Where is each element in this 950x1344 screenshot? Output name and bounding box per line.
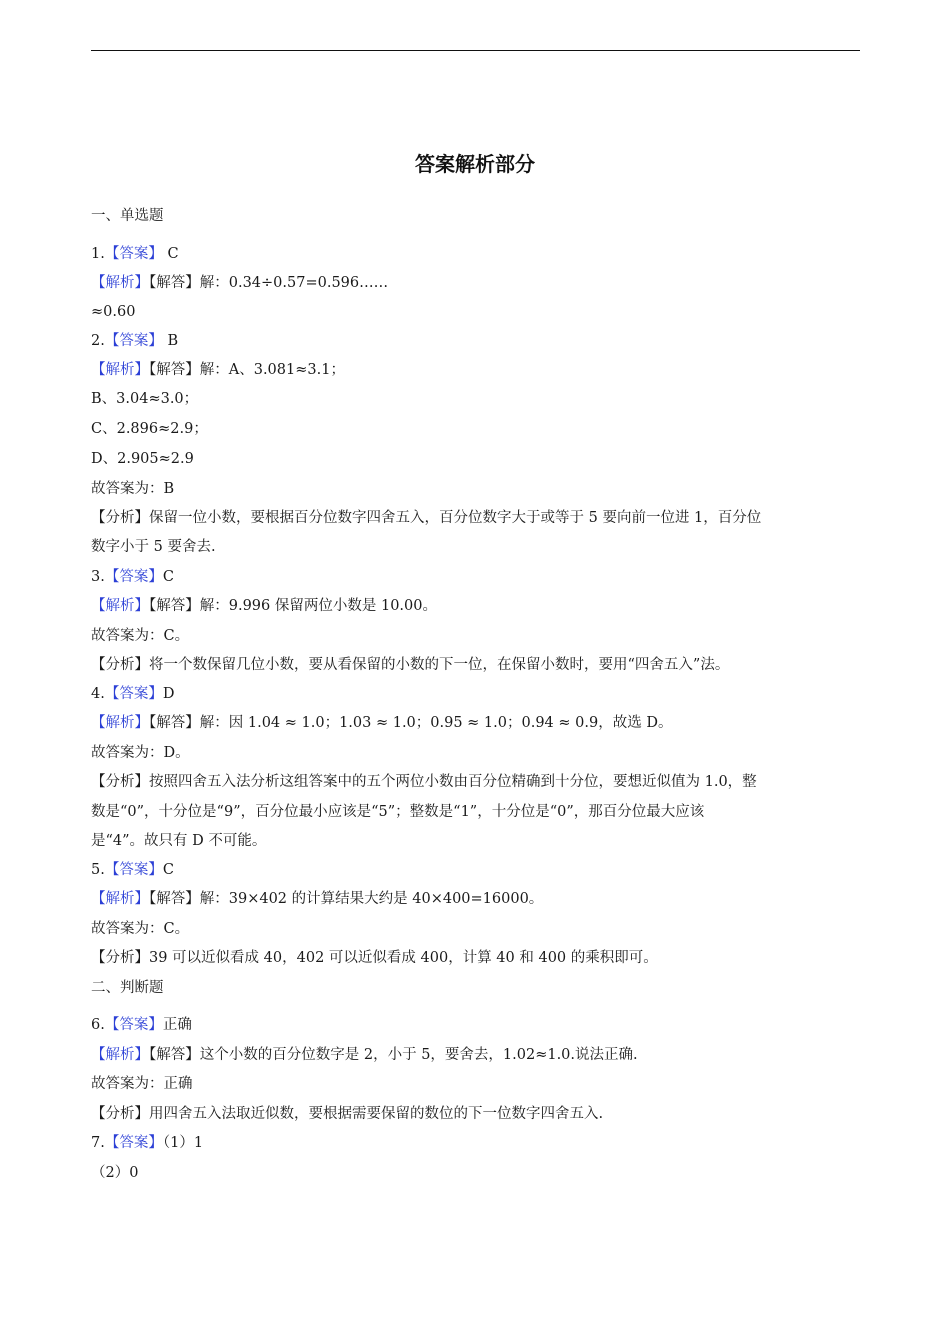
answer-line-q3 <box>91 567 174 587</box>
answer-line-q4 <box>91 684 174 704</box>
page-title: 答案解析部分 <box>415 152 535 176</box>
answer-tag: 【答案】 <box>104 246 163 262</box>
answer-line-q6 <box>91 1015 192 1035</box>
analysis-line-q3 <box>91 596 437 616</box>
analysis-text: 【解答】解：0.34÷0.57=0.596…… <box>149 275 389 291</box>
analysis-tag: 【解析】 <box>91 891 149 907</box>
answer-text: C <box>162 569 174 585</box>
text-line: B、3.04≈3.0； <box>91 391 199 407</box>
text-line: （2）0 <box>91 1165 139 1181</box>
answer-line-q2 <box>91 331 178 351</box>
text-line: 数是“0”，十分位是“9”，百分位最小应该是“5”；整数是“1”，十分位是“0”，那百分位最大应该 <box>91 804 705 820</box>
answer-text: C <box>162 862 174 878</box>
analysis-text: 【解答】这个小数的百分位数字是 2，小于 5，要舍去，1.02≈1.0.说法正确. <box>149 1047 638 1063</box>
text-line: 【分析】39 可以近似看成 40，402 可以近似看成 400，计算 40 和 400 的乘积即可。 <box>91 950 658 966</box>
analysis-tag: 【解析】 <box>91 598 149 614</box>
analysis-text: 【解答】解：39×402 的计算结果大约是 40×400=16000。 <box>149 891 544 907</box>
analysis-text: 【解答】解：A、3.081≈3.1； <box>149 362 345 378</box>
section-heading-judgement: 二、判断题 <box>91 980 164 996</box>
question-number: 7. <box>91 1135 105 1151</box>
analysis-line-q2 <box>91 360 345 380</box>
text-line: 【分析】将一个数保留几位小数，要从看保留的小数的下一位，在保留小数时，要用“四舍五入”法。 <box>91 657 730 673</box>
answer-line-q1 <box>91 244 179 264</box>
header-rule <box>91 50 860 51</box>
text-line: 故答案为：C。 <box>91 921 190 937</box>
question-number: 2. <box>91 333 105 349</box>
analysis-text: 【解答】解：因 1.04 ≈ 1.0；1.03 ≈ 1.0；0.95 ≈ 1.0；0.94 ≈ 0.9，故选 D。 <box>149 715 673 731</box>
analysis-line-q5 <box>91 889 543 909</box>
analysis-line-q1 <box>91 273 388 293</box>
question-number: 1. <box>91 246 105 262</box>
answer-tag: 【答案】 <box>104 569 163 585</box>
answer-line-q5 <box>91 860 174 880</box>
answer-tag: 【答案】 <box>104 862 163 878</box>
question-number: 3. <box>91 569 105 585</box>
answer-text: 正确 <box>162 1017 192 1033</box>
analysis-tag: 【解析】 <box>91 1047 149 1063</box>
text-line: 数字小于 5 要舍去. <box>91 539 216 555</box>
analysis-tag: 【解析】 <box>91 715 149 731</box>
answer-text: D <box>162 686 175 702</box>
answer-tag: 【答案】 <box>104 686 163 702</box>
answer-line-q7 <box>91 1133 203 1153</box>
answer-text: B <box>162 333 179 349</box>
answer-tag: 【答案】 <box>104 1135 163 1151</box>
answer-tag: 【答案】 <box>104 1017 163 1033</box>
section-heading-single-choice: 一、单选题 <box>91 208 164 224</box>
answer-text: C <box>162 246 179 262</box>
answer-text: （1）1 <box>162 1135 204 1151</box>
text-line: 故答案为：C。 <box>91 628 190 644</box>
analysis-line-q4 <box>91 713 672 733</box>
question-number: 6. <box>91 1017 105 1033</box>
text-line: 【分析】保留一位小数，要根据百分位数字四舍五入，百分位数字大于或等于 5 要向前一位进 1，百分位 <box>91 510 762 526</box>
text-line: D、2.905≈2.9 <box>91 451 194 467</box>
question-number: 4. <box>91 686 105 702</box>
text-line: 故答案为：正确 <box>91 1076 193 1092</box>
question-number: 5. <box>91 862 105 878</box>
analysis-tag: 【解析】 <box>91 362 149 378</box>
text-line: C、2.896≈2.9； <box>91 421 208 437</box>
answer-tag: 【答案】 <box>104 333 163 349</box>
analysis-tag: 【解析】 <box>91 275 149 291</box>
text-line: 故答案为：D。 <box>91 745 190 761</box>
text-line: ≈0.60 <box>91 304 136 320</box>
text-line: 是“4”。故只有 D 不可能。 <box>91 833 267 849</box>
text-line: 【分析】按照四舍五入法分析这组答案中的五个两位小数由百分位精确到十分位，要想近似值为 1.0，整 <box>91 774 757 790</box>
analysis-text: 【解答】解：9.996 保留两位小数是 10.00。 <box>149 598 437 614</box>
text-line: 故答案为：B <box>91 481 175 497</box>
analysis-line-q6 <box>91 1045 638 1065</box>
text-line: 【分析】用四舍五入法取近似数，要根据需要保留的数位的下一位数字四舍五入. <box>91 1106 604 1122</box>
